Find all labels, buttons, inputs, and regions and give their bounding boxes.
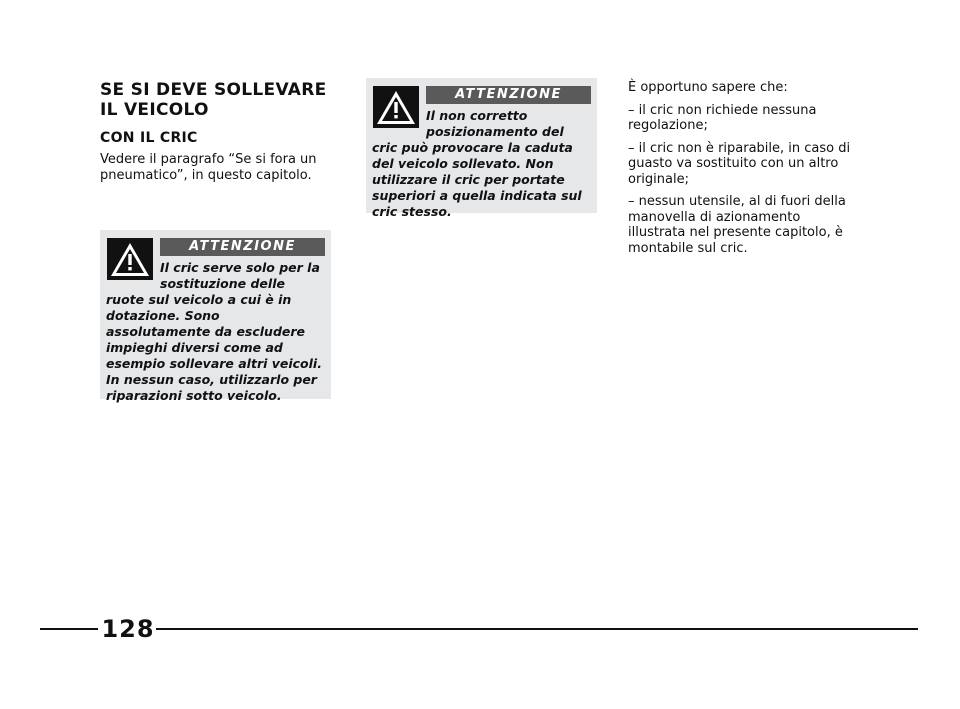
warning-label: ATTENZIONE — [426, 86, 591, 104]
intro-paragraph: Vedere il paragrafo “Se si fora un pneumatico”, in questo capitolo. — [100, 152, 317, 183]
title-line-1: SE SI DEVE SOLLEVARE — [100, 80, 327, 100]
warning-triangle-icon — [372, 86, 420, 128]
page-title — [100, 80, 335, 120]
notes-column — [628, 80, 858, 263]
title-line-2: IL VEICOLO — [100, 100, 209, 120]
warning-box-positioning — [366, 78, 597, 219]
section-subtitle: CON IL CRIC — [100, 130, 198, 146]
warning-text: Il non corretto posizionamento del cric può provocare la caduta del veicolo sollevato. Non utilizzare il cric per portate superiori a quella indicata sul cric stesso. — [372, 108, 582, 219]
warning-text: Il cric serve solo per la sostituzione delle ruote sul veicolo a cui è in dotazione. Sono assolutamente da escludere impieghi diversi come ad esempio sollevare altri veicoli. In nessun caso, utilizzarlo per riparazioni sotto veicolo. — [106, 260, 322, 403]
warning-box-usage — [100, 230, 331, 403]
notes-intro: È opportuno sapere che: — [628, 80, 788, 95]
page-number: 128 — [101, 615, 155, 643]
footer-rule-right — [156, 628, 918, 630]
warning-triangle-icon — [106, 238, 154, 280]
list-item: – il cric non richiede nessuna regolazione; — [628, 102, 817, 133]
list-item: – nessun utensile, al di fuori della manovella di azionamento illustrata nel presente capitolo, è montabile sul cric. — [628, 194, 846, 256]
warning-label: ATTENZIONE — [160, 238, 325, 256]
list-item: – il cric non è riparabile, in caso di guasto va sostituito con un altro originale; — [628, 140, 851, 187]
section-intro — [100, 80, 335, 183]
page-footer — [40, 614, 920, 644]
footer-rule-left — [40, 628, 98, 630]
